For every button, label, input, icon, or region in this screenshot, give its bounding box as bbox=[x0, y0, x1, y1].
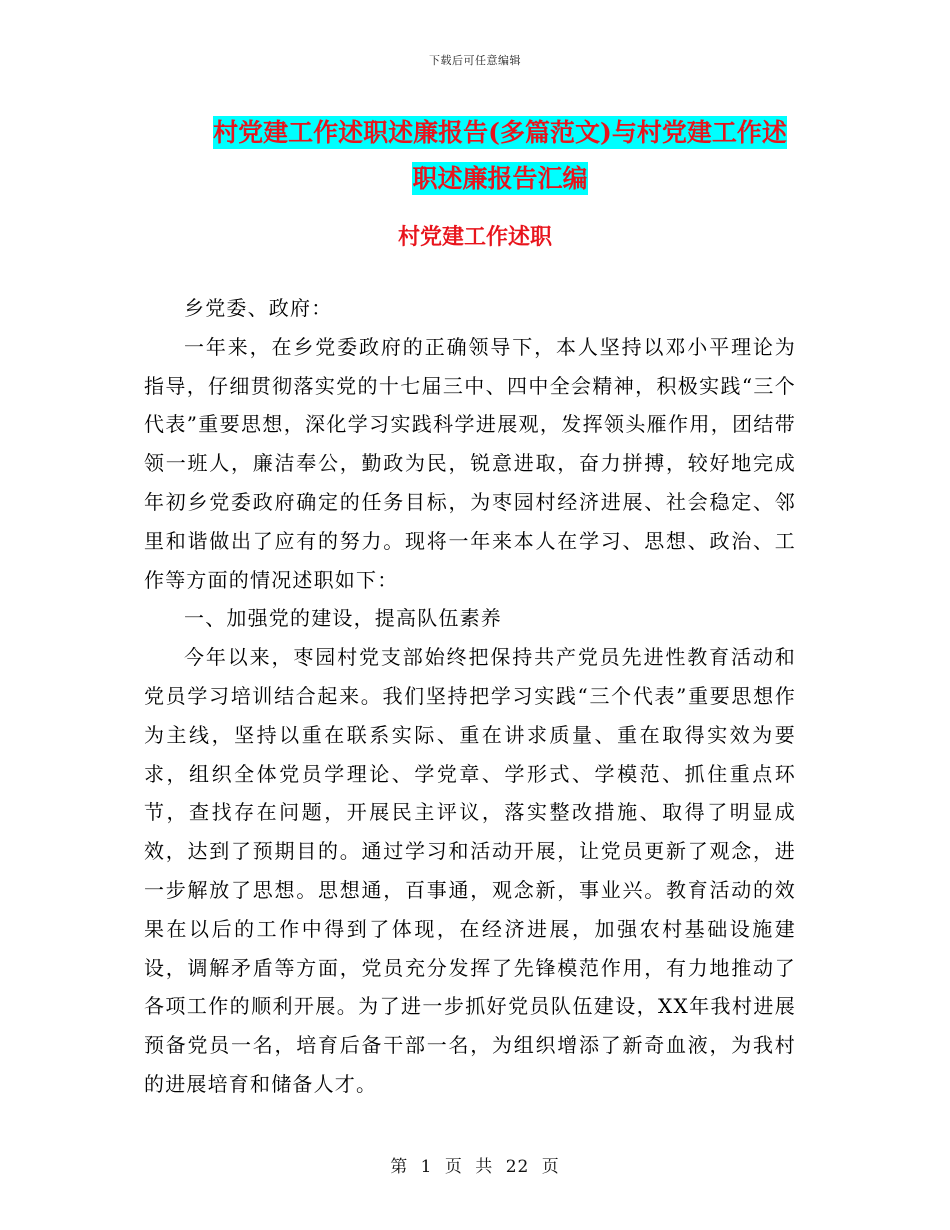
salutation: 乡党委、政府： bbox=[184, 296, 333, 320]
footer-total-word: 共 bbox=[475, 1157, 494, 1177]
document-title-line-2: 职述廉报告汇编 bbox=[412, 164, 588, 193]
document-body bbox=[144, 289, 796, 1104]
subheading: 一、加强党的建设，提高队伍素养 bbox=[184, 606, 502, 631]
page-number: 1 bbox=[420, 1157, 433, 1177]
section-title: 村党建工作述职 bbox=[397, 224, 552, 250]
paragraph: 今年以来，枣园村党支部始终把保持共产党员先进性教育活动和党员学习培训结合起来。我们坚持把学习实践“三个代表”重要思想作为主线，坚持以重在联系实际、重在讲求质量、重在取得实效为要求，组织全体党员学理论、学党章、学形式、学模范、抓住重点环节，查找存在问题，开展民主评议，落实整改措施、取得了明显成效，达到了预期目的。通过学习和活动开展，让党员更新了观念，进一步解放了思想。思想通，百事通，观念新，事业兴。教育活动的效果在以后的工作中得到了体现，在经济进展，加强农村基础设施建设，调解矛盾等方面，党员充分发挥了先锋模范作用，有力地推动了各项工作的顺利开展。为了进一步抓好党员队伍建设，XX年我村进展预备党员一名，培育后备干部一名，为组织增添了新奇血液，为我村的进展培育和储备人才。 bbox=[144, 645, 796, 1096]
document-title bbox=[150, 110, 850, 202]
page-total: 22 bbox=[505, 1157, 530, 1177]
footer-page-word: 页 bbox=[444, 1157, 463, 1177]
paragraph: 一年来，在乡党委政府的正确领导下，本人坚持以邓小平理论为指导，仔细贯彻落实党的十七届三中、四中全会精神，积极实践“三个代表”重要思想，深化学习实践科学进展观，发挥领头雁作用，团结带领一班人，廉洁奉公，勤政为民，锐意进取，奋力拼搏，较好地完成年初乡党委政府确定的任务目标，为枣园村经济进展、社会稳定、邻里和谐做出了应有的努力。现将一年来本人在学习、思想、政治、工作等方面的情况述职如下： bbox=[144, 334, 796, 592]
footer-suffix: 页 bbox=[541, 1157, 560, 1177]
page-footer bbox=[0, 1152, 950, 1177]
document-title-line-1: 村党建工作述职述廉报告(多篇范文)与村党建工作述 bbox=[213, 118, 787, 147]
header-note: 下载后可任意编辑 bbox=[429, 54, 521, 67]
footer-prefix: 第 bbox=[390, 1157, 409, 1177]
